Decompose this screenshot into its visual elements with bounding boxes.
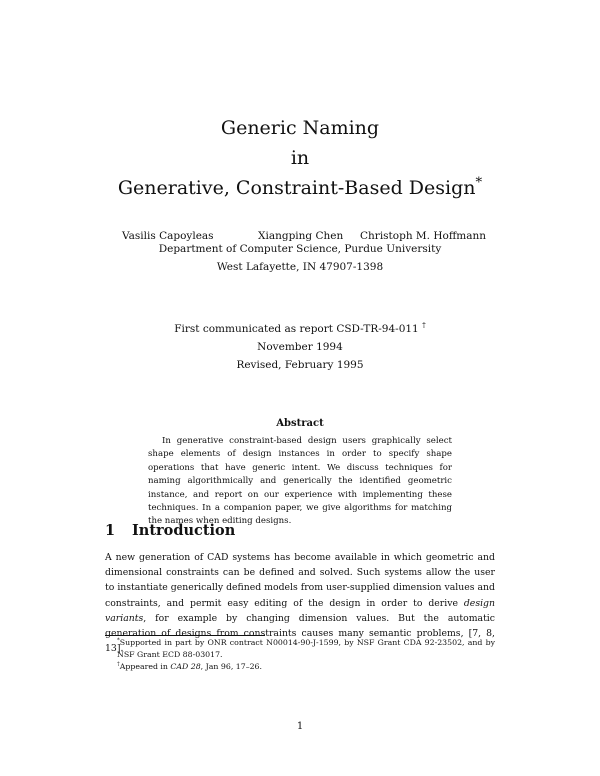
intro-text-part-1: A new generation of CAD systems has become available in which geometric and dimensional constraints can be defined and solved. Such systems allow the user to instantiate generically defined models from user-supplied dimension values and constraints, and permit easy editing of the design in order to derive [105,552,495,609]
report-line-3: Revised, February 1995 [236,359,364,371]
title-footnote-mark: * [475,175,483,191]
page-number: 1 [296,721,304,732]
report-line-1 [0,320,600,338]
footnote-2 [105,661,495,673]
title-line-3-text: Generative, Constraint-Based Design [117,177,476,199]
footnote-rule [105,635,265,636]
intro-text-part-2: , for example by changing dimension values. But the automatic generation of designs from constraints causes many semantic problems, [7, 8, 13]. [105,612,495,655]
section-heading [105,522,235,539]
abstract-body [148,435,452,529]
abstract-text: In generative constraint-based design users graphically select shape elements of design instances in order to specify shape operations that have generic intent. We discuss techniques for naming algorithmically and generically the identified geometric instance, and report on our experience with implementing these techniques. In a companion paper, we give algorithms for matching the names when editing designs. [148,436,452,527]
affiliation-address: West Lafayette, IN 47907-1398 [216,261,384,273]
title-line-1: Generic Naming [220,117,380,139]
footnote-2-mark: † [117,661,120,668]
footnotes [105,637,495,673]
title-line-2: in [290,147,310,169]
section-title: Introduction [132,522,236,539]
author-2: Xiangping Chen [258,230,344,242]
abstract-heading: Abstract [276,418,324,429]
affiliation [0,240,600,276]
title-line-3 [0,173,600,203]
footnote-2-post: , Jan 96, 17–26. [200,662,263,671]
footnote-2-pre: Appeared in [119,662,171,671]
affiliation-department: Department of Computer Science, Purdue University [158,243,442,255]
report-footnote-mark: † [422,320,426,330]
paper-title [0,113,600,203]
report-info [0,320,600,374]
report-line-2: November 1994 [257,341,343,353]
section-number: 1 [105,522,116,539]
footnote-1-mark: * [117,637,120,644]
report-line-1-text: First communicated as report CSD-TR-94-011 [174,323,419,335]
author-3: Christoph M. Hoffmann [360,230,487,242]
footnote-1 [105,637,495,661]
footnote-2-emph: CAD 28 [170,662,201,671]
footnote-1-text: Supported in part by ONR contract N00014-90-J-1599, by NSF Grant CDA 92-23502, and by NSF Grant ECD 88-03017. [117,638,495,659]
intro-emphasis: design variants [105,597,495,624]
author-1: Vasilis Capoyleas [122,230,214,242]
